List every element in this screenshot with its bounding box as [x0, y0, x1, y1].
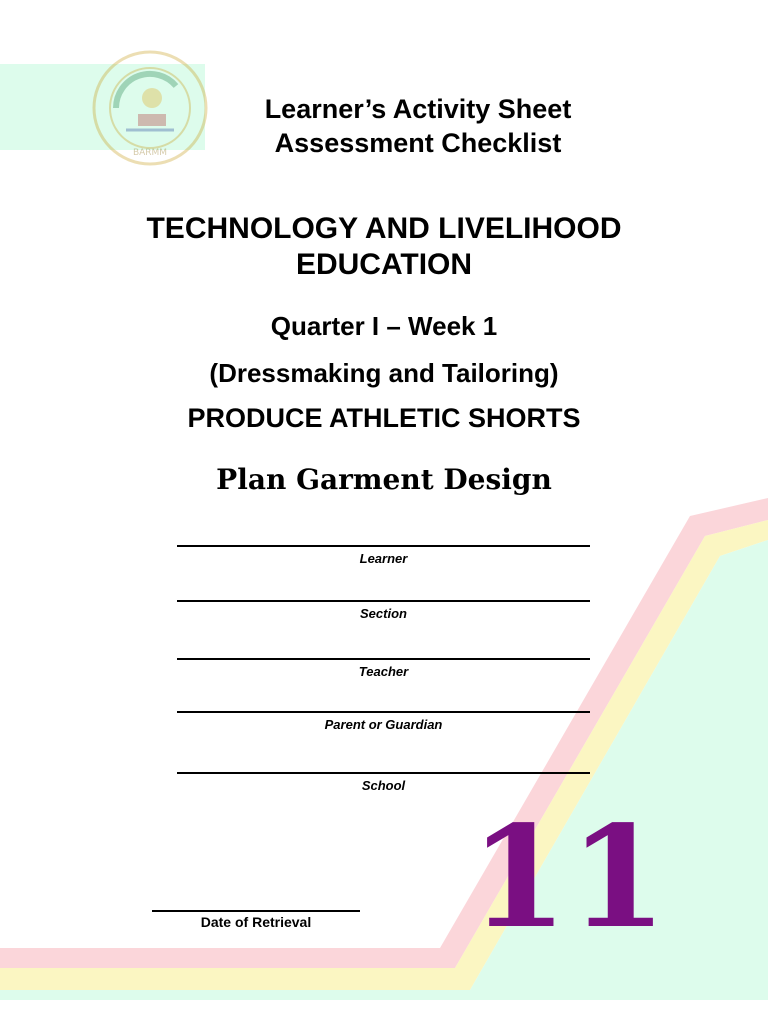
- sheet-title: Learner’s Activity Sheet: [264, 94, 572, 124]
- track-name: (Dressmaking and Tailoring): [209, 358, 559, 388]
- learner-line: [177, 545, 590, 547]
- learner-label: Learner: [359, 551, 408, 566]
- quarter-week: Quarter I – Week 1: [270, 311, 498, 341]
- school-line: [177, 772, 590, 774]
- section-label: Section: [360, 606, 407, 621]
- parent-line: [177, 711, 590, 713]
- learner-field[interactable]: [177, 545, 590, 566]
- date-of-retrieval-field[interactable]: [152, 910, 360, 930]
- section-field[interactable]: [177, 600, 590, 621]
- subject-line-2: EDUCATION: [295, 248, 473, 281]
- date-label: Date of Retrieval: [200, 914, 312, 930]
- competency-title: PRODUCE ATHLETIC SHORTS: [187, 403, 581, 433]
- section-line: [177, 600, 590, 602]
- school-label: School: [361, 778, 406, 793]
- parent-label: Parent or Guardian: [324, 717, 443, 732]
- lesson-title: Plan Garment Design: [216, 463, 552, 496]
- teacher-label: Teacher: [358, 664, 409, 679]
- school-field[interactable]: [177, 772, 590, 793]
- svg-text:BARMM: BARMM: [132, 148, 168, 158]
- subject-line-1: TECHNOLOGY AND LIVELIHOOD: [146, 212, 622, 245]
- parent-field[interactable]: [177, 711, 590, 732]
- subject-title: [0, 211, 768, 283]
- date-line: [152, 910, 360, 912]
- sheet-subtitle: Assessment Checklist: [274, 128, 562, 158]
- teacher-line: [177, 658, 590, 660]
- grade-level: 11: [470, 796, 669, 960]
- teacher-field[interactable]: [177, 658, 590, 679]
